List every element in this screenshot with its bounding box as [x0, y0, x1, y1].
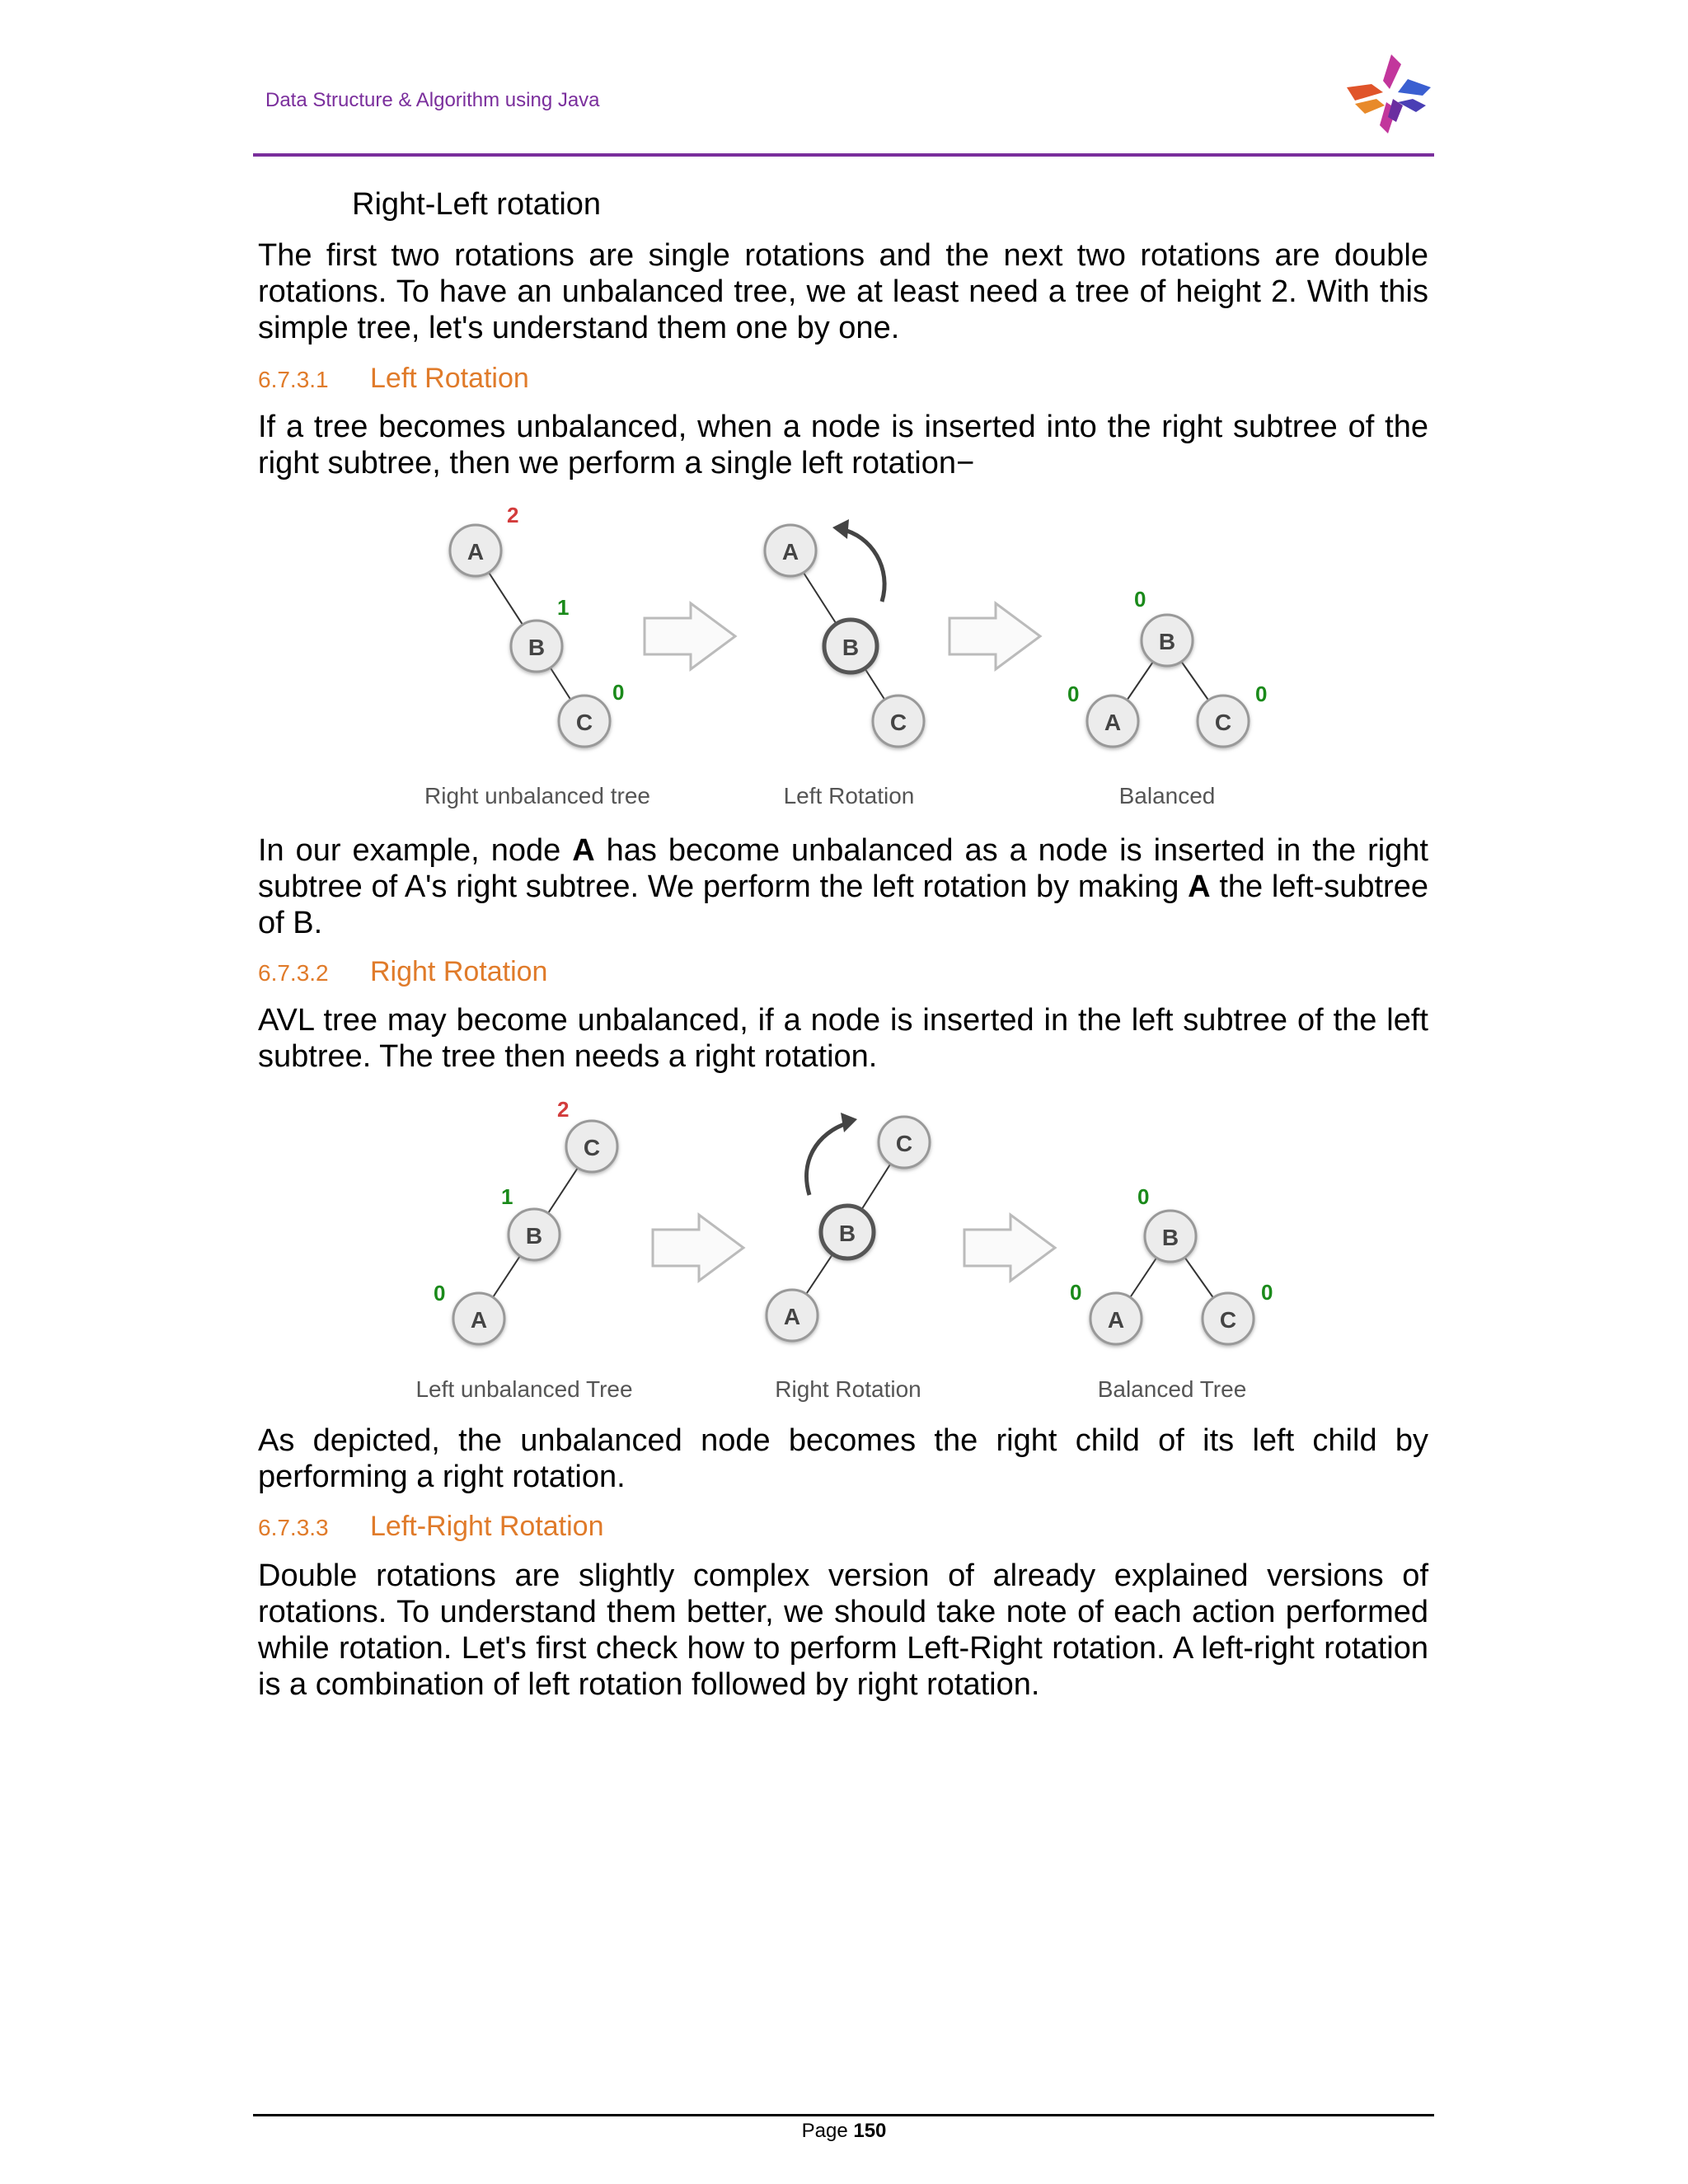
- balance-factor: 0: [434, 1281, 446, 1305]
- section-heading-left-rotation: [258, 362, 529, 396]
- svg-text:B: B: [1158, 629, 1176, 654]
- balance-factor: 0: [1067, 682, 1080, 706]
- section-heading-left-right-rotation: [258, 1510, 604, 1544]
- rotate-right-icon: [807, 1122, 849, 1195]
- node-a: [765, 525, 816, 576]
- node-c: [559, 696, 610, 747]
- arrow-right-icon: [653, 1215, 743, 1281]
- balance-factor: 2: [507, 503, 519, 527]
- page-number: 150: [853, 2120, 887, 2142]
- figure-caption: Right unbalanced tree: [424, 783, 650, 808]
- balance-factor: 0: [1070, 1280, 1082, 1305]
- section-title: Left-Right Rotation: [370, 1511, 604, 1542]
- section-heading-right-rotation: [258, 955, 547, 990]
- node-a: [453, 1293, 504, 1344]
- right-rotation-paragraph: AVL tree may become unbalanced, if a node is inserted in the left subtree of the left subtree. The tree then needs a right rotation.: [258, 1003, 1428, 1074]
- node-b: [821, 1206, 874, 1258]
- svg-text:B: B: [1161, 1225, 1179, 1250]
- node-b: [511, 621, 562, 672]
- publisher-logo: [1343, 51, 1434, 137]
- header-divider: [253, 153, 1434, 157]
- figure-caption: Right Rotation: [775, 1376, 921, 1402]
- node-b: [1145, 1211, 1196, 1262]
- figure-caption: Left unbalanced Tree: [415, 1376, 633, 1402]
- balance-factor: 0: [1137, 1184, 1150, 1209]
- balance-factor: 0: [1134, 587, 1146, 612]
- left-rotation-figure: [280, 494, 1352, 816]
- svg-text:A: A: [467, 539, 485, 565]
- rotate-left-icon: [841, 529, 884, 602]
- node-a: [767, 1290, 818, 1341]
- svg-text:C: C: [575, 710, 593, 735]
- svg-text:B: B: [528, 635, 546, 660]
- svg-text:A: A: [1107, 1307, 1125, 1333]
- node-b: [824, 620, 877, 673]
- svg-text:A: A: [781, 539, 799, 565]
- balance-factor: 2: [557, 1097, 570, 1122]
- balance-factor: 0: [1255, 682, 1268, 706]
- running-header: Data Structure & Algorithm using Java: [265, 89, 600, 111]
- arrow-right-icon: [964, 1215, 1055, 1281]
- balance-factor: 0: [1261, 1280, 1273, 1305]
- balance-factor: 0: [612, 680, 625, 705]
- node-a: [450, 525, 501, 576]
- right-rotation-explanation: As depicted, the unbalanced node becomes the right child of its left child by performing a right rotation.: [258, 1423, 1428, 1494]
- node-a: [1087, 696, 1138, 747]
- section-number: 6.7.3.2: [258, 960, 329, 986]
- svg-text:C: C: [1219, 1307, 1237, 1333]
- intro-paragraph: The first two rotations are single rotations and the next two rotations are double rotations. To have an unbalanced tree, we at least need a tree of height 2. With this simple tree, let's understand them one by one.: [258, 238, 1428, 345]
- balance-factor: 1: [557, 595, 570, 620]
- svg-text:A: A: [470, 1307, 488, 1333]
- footer-divider: [253, 2114, 1434, 2116]
- svg-text:B: B: [842, 635, 860, 660]
- list-item-right-left-rotation: Right-Left rotation: [352, 187, 602, 222]
- section-number: 6.7.3.3: [258, 1515, 329, 1540]
- svg-text:C: C: [895, 1131, 913, 1156]
- left-rotation-paragraph: If a tree becomes unbalanced, when a node is inserted into the right subtree of the right subtree, then we perform a single left rotation−: [258, 410, 1428, 480]
- svg-text:B: B: [838, 1221, 856, 1246]
- section-title: Right Rotation: [370, 956, 548, 987]
- node-c: [879, 1117, 930, 1168]
- svg-text:A: A: [783, 1304, 801, 1329]
- node-c: [1198, 696, 1249, 747]
- left-rotation-explanation: In our example, node A has become unbalanced as a node is inserted in the right subtree of A's right subtree. We perform the left rotation by making A the left-subtree of B.: [258, 833, 1428, 940]
- balance-factor: 1: [501, 1184, 513, 1209]
- svg-text:C: C: [583, 1135, 601, 1160]
- svg-text:B: B: [525, 1223, 543, 1249]
- figure-caption: Left Rotation: [783, 783, 915, 808]
- svg-text:C: C: [889, 710, 907, 735]
- page-footer: [0, 2120, 1688, 2143]
- svg-text:C: C: [1214, 710, 1232, 735]
- figure-caption: Balanced Tree: [1097, 1376, 1247, 1402]
- section-title: Left Rotation: [370, 363, 529, 394]
- node-a: [1090, 1293, 1142, 1344]
- figure-caption: Balanced: [1118, 783, 1216, 808]
- node-c: [873, 696, 924, 747]
- svg-text:A: A: [1104, 710, 1122, 735]
- arrow-right-icon: [645, 603, 735, 669]
- arrow-right-icon: [950, 603, 1040, 669]
- page-label: Page: [801, 2120, 848, 2142]
- node-b: [509, 1209, 560, 1260]
- node-c: [1203, 1293, 1254, 1344]
- left-right-rotation-paragraph: Double rotations are slightly complex version of already explained versions of rotations. To understand them better, we should take note of each action performed while rotation. Let's first check how to perform Left-Right rotation. A left-right rotation is a combination of left rotation followed by right rotation.: [258, 1558, 1428, 1702]
- section-number: 6.7.3.1: [258, 367, 329, 392]
- node-b: [1142, 615, 1193, 666]
- right-rotation-figure: [280, 1088, 1352, 1409]
- node-c: [566, 1121, 617, 1172]
